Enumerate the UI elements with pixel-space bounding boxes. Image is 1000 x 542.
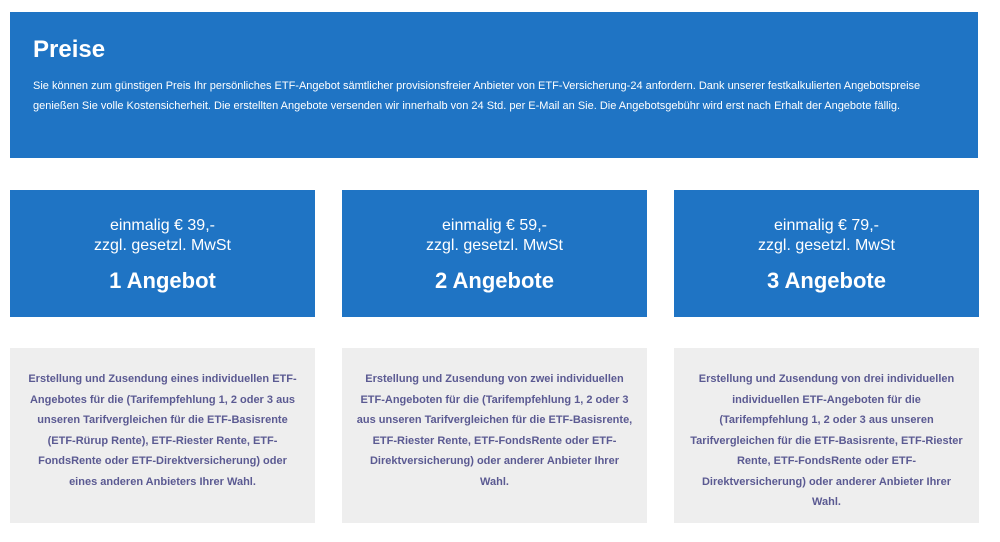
intro-text: Sie können zum günstigen Preis Ihr persönliches ETF-Angebot sämtlicher provisionsfreier Anbieter von ETF-Versicherung-24 anfordern. Dank unserer festkalkulierten Angebotspreise genießen Sie volle Kostensicherheit. Die erstellten Angebote versenden wir innerhalb von 24 Std. per E-Mail an Sie. Die Angebotsgebühr wird erst nach Erhalt der Angebote fällig.: [33, 80, 921, 112]
tax-note: zzgl. gesetzl. MwSt: [426, 237, 563, 254]
page-title: Preise: [33, 36, 106, 63]
price-card-2-angebote[interactable]: [342, 190, 647, 317]
price-label: einmalig € 79,-: [774, 217, 879, 234]
price-label: einmalig € 39,-: [110, 217, 215, 234]
price-card-3-angebote[interactable]: [674, 190, 979, 317]
price-card-1-angebot[interactable]: [10, 190, 315, 317]
price-label: einmalig € 59,-: [442, 217, 547, 234]
plan-description-1: Erstellung und Zusendung eines individuellen ETF-Angebotes für die (Tarifempfehlung 1, 2 oder 3 aus unseren Tarifvergleichen für die ETF-Basisrente (ETF-Rürup Rente), ETF-Riester Rente, ETF-FondsRente oder ETF-Direktversicherung) oder eines anderen Anbieters Ihrer Wahl.: [10, 348, 315, 523]
offer-count: 2 Angebote: [435, 268, 554, 293]
prices-header: [10, 12, 978, 158]
tax-note: zzgl. gesetzl. MwSt: [758, 237, 895, 254]
offer-count: 3 Angebote: [767, 268, 886, 293]
tax-note: zzgl. gesetzl. MwSt: [94, 237, 231, 254]
plan-description-2: Erstellung und Zusendung von zwei individuellen ETF-Angeboten für die (Tarifempfehlung 1, 2 oder 3 aus unseren Tarifvergleichen für die ETF-Basisrente, ETF-Riester Rente, ETF-FondsRente oder ETF-Direktversicherung) oder anderer Anbieter Ihrer Wahl.: [342, 348, 647, 523]
plan-description-3: Erstellung und Zusendung von drei individuellen individuellen ETF-Angeboten für die (Tarifempfehlung 1, 2 oder 3 aus unseren Tarifvergleichen für die ETF-Basisrente, ETF-Riester Rente, ETF-FondsRente oder ETF-Direktversicherung) oder anderer Anbieter Ihrer Wahl.: [674, 348, 979, 523]
offer-count: 1 Angebot: [109, 268, 216, 293]
